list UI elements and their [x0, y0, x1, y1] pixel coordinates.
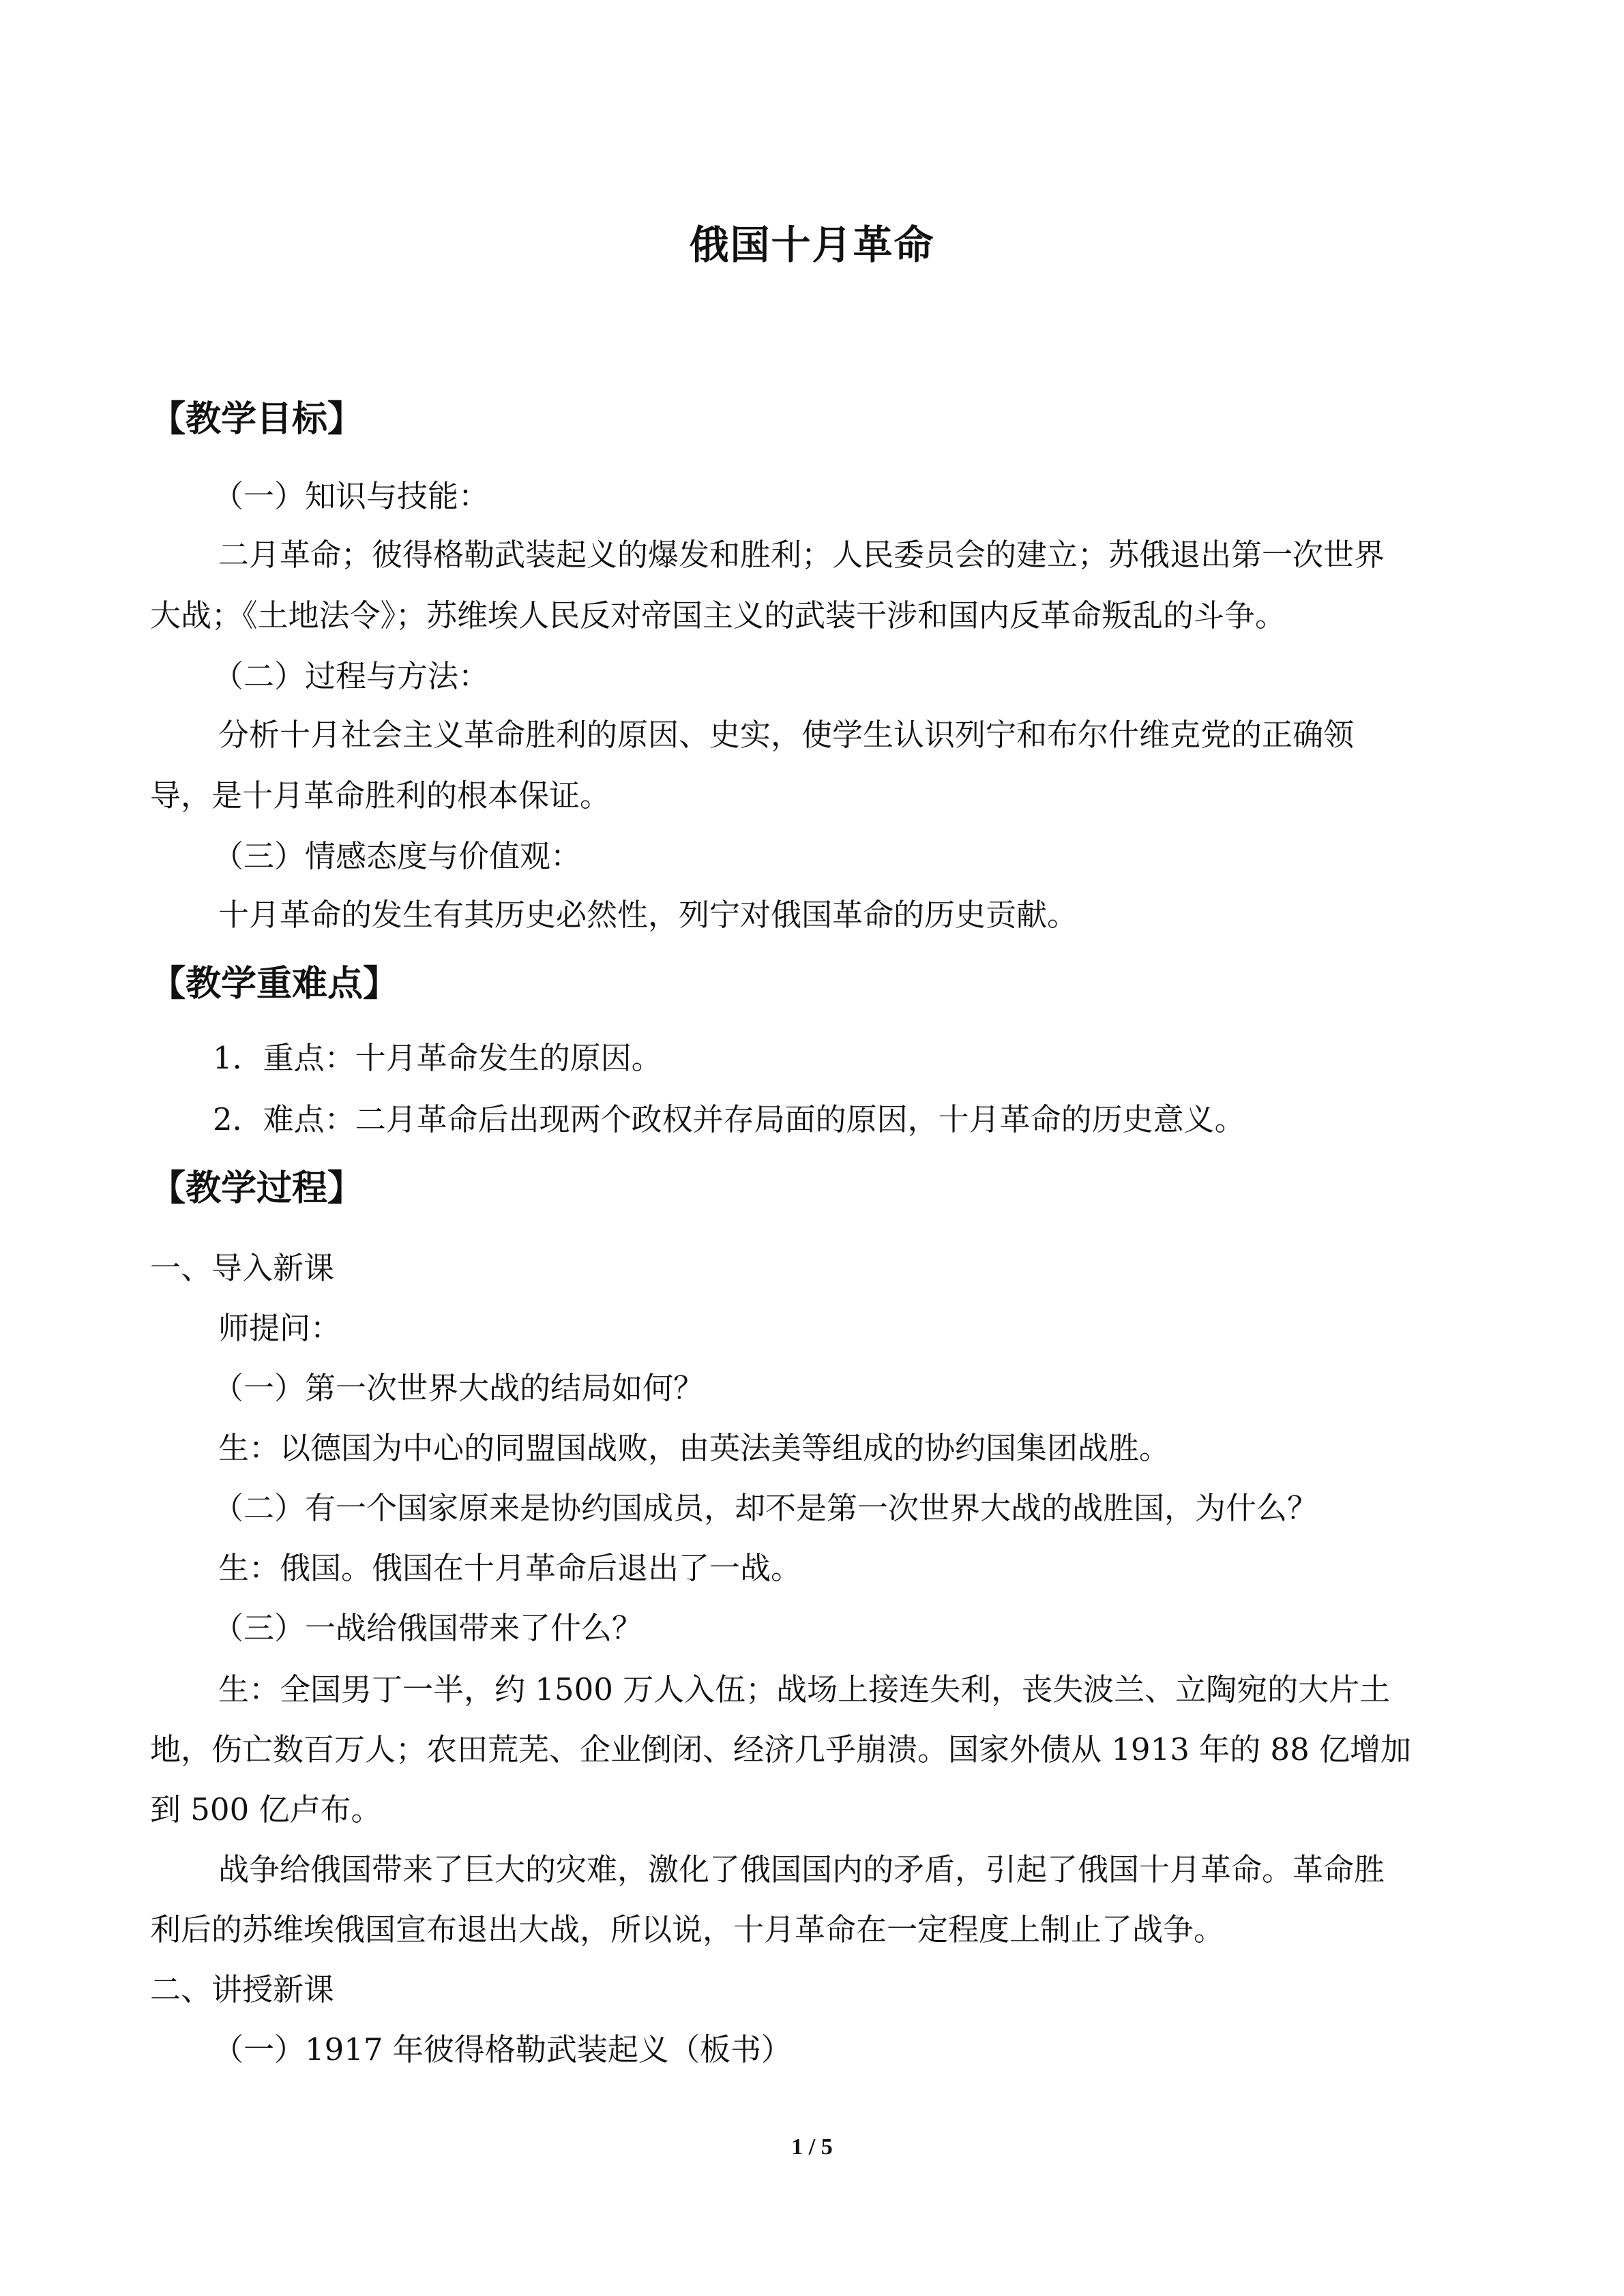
- section-heading-key-points: 【教学重难点】: [150, 963, 399, 1004]
- paragraph-line: （二）有一个国家原来是协约国成员，却不是第一次世界大战的战胜国，为什么？: [213, 1490, 1318, 1526]
- paragraph-line: 生：全国男丁一半，约 1500 万人入伍；战场上接连失利，丧失波兰、立陶宛的大片土: [218, 1671, 1391, 1708]
- paragraph-line: 战争给俄国带来了巨大的灾难，激化了俄国国内的矛盾，引起了俄国十月革命。革命胜: [218, 1851, 1385, 1888]
- paragraph-line: 生：以德国为中心的同盟国战败，由英法美等组成的协约国集团战胜。: [218, 1430, 1170, 1466]
- paragraph-line: 二月革命；彼得格勒武装起义的爆发和胜利；人民委员会的建立；苏俄退出第一次世界: [218, 537, 1385, 573]
- paragraph-line: （一）知识与技能：: [213, 478, 490, 514]
- paragraph-line: 到 500 亿卢布。: [150, 1791, 382, 1828]
- paragraph-line: （一）第一次世界大战的结局如何？: [213, 1370, 705, 1406]
- paragraph-line: 利后的苏维埃俄国宣布退出大战，所以说，十月革命在一定程度上制止了战争。: [150, 1911, 1225, 1948]
- paragraph-line: （三）一战给俄国带来了什么？: [213, 1610, 643, 1646]
- paragraph-line: （三）情感态度与价值观：: [213, 838, 582, 874]
- paragraph-line: 师提问：: [218, 1310, 342, 1346]
- paragraph-line: 一、导入新课: [150, 1250, 335, 1286]
- paragraph-line: 地，伤亡数百万人；农田荒芜、企业倒闭、经济几乎崩溃。国家外债从 1913 年的 88 亿增加: [150, 1731, 1412, 1768]
- paragraph-line: 2．难点：二月革命后出现两个政权并存局面的原因，十月革命的历史意义。: [213, 1101, 1245, 1137]
- paragraph-line: 生：俄国。俄国在十月革命后退出了一战。: [218, 1550, 802, 1586]
- section-heading-process: 【教学过程】: [150, 1167, 364, 1209]
- paragraph-line: 大战；《土地法令》；苏维埃人民反对帝国主义的武装干涉和国内反革命叛乱的斗争。: [150, 597, 1286, 633]
- paragraph-line: 1．重点：十月革命发生的原因。: [213, 1040, 662, 1076]
- paragraph-line: 二、讲授新课: [150, 1971, 335, 2008]
- paragraph-line: 十月革命的发生有其历史必然性，列宁对俄国革命的历史贡献。: [218, 897, 1078, 933]
- page-number: 1 / 5: [791, 2134, 833, 2160]
- section-heading-objectives: 【教学目标】: [150, 398, 364, 440]
- paragraph-line: （二）过程与方法：: [213, 658, 490, 694]
- paragraph-line: 分析十月社会主义革命胜利的原因、史实，使学生认识列宁和布尔什维克党的正确领: [218, 717, 1355, 753]
- paragraph-line: 导，是十月革命胜利的根本保证。: [150, 777, 611, 814]
- paragraph-line: （一）1917 年彼得格勒武装起义（板书）: [213, 2031, 792, 2068]
- page-title: 俄国十月革命: [689, 222, 935, 268]
